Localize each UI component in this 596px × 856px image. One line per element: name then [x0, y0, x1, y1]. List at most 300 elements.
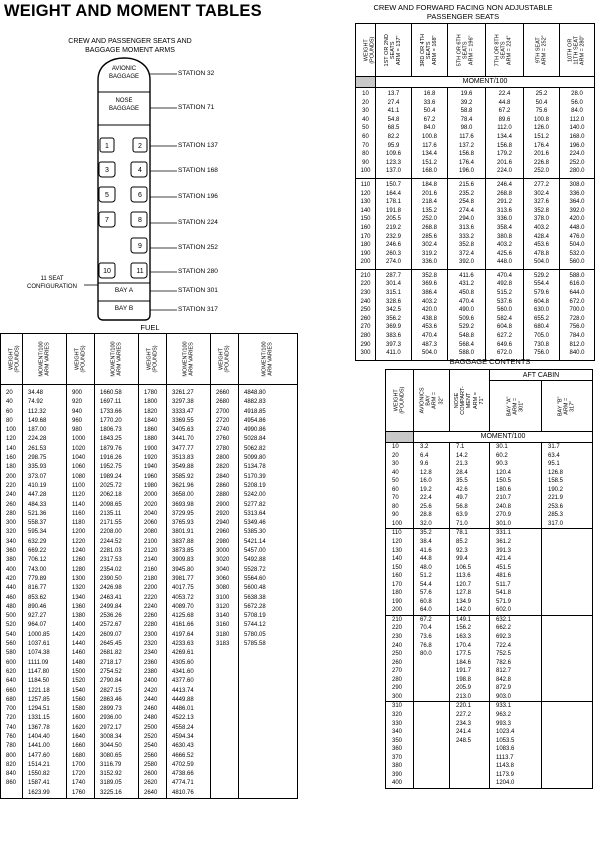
- fuel-moment-cell: 1660.58: [95, 385, 139, 399]
- baggage-avionics-cell: [414, 720, 450, 729]
- fuel-moment-cell: 5672.28: [239, 603, 298, 612]
- fuel-moment-cell: 3152.92: [95, 770, 139, 779]
- fuel-moment-cell: [239, 789, 298, 799]
- fuel-moment-cell: 595.34: [23, 528, 67, 537]
- baggage-bay-b-cell: [542, 547, 593, 556]
- crew-moment-cell: 352.8: [412, 269, 448, 280]
- crew-table-row: [356, 269, 595, 280]
- crew-table-row: [356, 306, 595, 315]
- crew-weight-cell: 110: [356, 178, 376, 189]
- fuel-table-row: [1, 687, 298, 696]
- fuel-table-row: [1, 547, 298, 556]
- crew-moment-cell: 196.0: [560, 142, 595, 151]
- fuel-moment-cell: 5492.88: [239, 556, 298, 565]
- crew-table-row: [356, 207, 595, 216]
- crew-moment-cell: 672.0: [486, 349, 524, 360]
- baggage-bay-a-cell: 1053.5: [490, 737, 542, 746]
- fuel-moment-cell: 3945.80: [167, 566, 211, 575]
- fuel-weight-cell: 1400: [67, 621, 95, 630]
- fuel-moment-cell: 335.93: [23, 463, 67, 472]
- fuel-weight-cell: 1460: [67, 649, 95, 658]
- crew-moment-cell: 252.0: [560, 159, 595, 168]
- fuel-weight-cell: [211, 724, 239, 733]
- fuel-weight-cell: 660: [1, 687, 23, 696]
- crew-moment-cell: 372.4: [448, 250, 486, 259]
- crew-moment-cell: 137.0: [376, 167, 412, 178]
- baggage-table-row: [386, 564, 593, 573]
- fuel-moment-cell: 3693.98: [167, 501, 211, 510]
- fuel-weight-cell: 1200: [67, 528, 95, 537]
- crew-moment-cell: 840.0: [560, 349, 595, 360]
- baggage-bay-a-cell: 963.2: [490, 711, 542, 720]
- fuel-moment-cell: 5528.72: [239, 566, 298, 575]
- fuel-moment-cell: [239, 742, 298, 751]
- baggage-table-row: [386, 754, 593, 763]
- baggage-avionics-cell: 41.6: [414, 547, 450, 556]
- crew-moment-cell: 176.4: [448, 159, 486, 168]
- crew-moment-cell: 336.0: [486, 215, 524, 224]
- fuel-weight-cell: 3060: [211, 575, 239, 584]
- baggage-bay-b-cell: [542, 720, 593, 729]
- fuel-table-row: [1, 417, 298, 426]
- baggage-weight-cell: 90: [386, 511, 414, 520]
- fuel-table-row: [1, 714, 298, 723]
- crew-moment-cell: 420.0: [560, 215, 595, 224]
- fuel-moment-cell: 1037.61: [23, 640, 67, 649]
- fuel-moment-cell: 3008.34: [95, 733, 139, 742]
- baggage-weight-cell: 250: [386, 650, 414, 659]
- fuel-moment-cell: 3405.63: [167, 426, 211, 435]
- fuel-moment-cell: 4954.86: [239, 417, 298, 426]
- baggage-table-row: [386, 443, 593, 452]
- baggage-nose-cell: 14.2: [450, 452, 490, 461]
- baggage-avionics-cell: 51.2: [414, 572, 450, 581]
- baggage-avionics-cell: 70.4: [414, 624, 450, 633]
- fuel-weight-cell: 580: [1, 649, 23, 658]
- fuel-moment-cell: 3369.55: [167, 417, 211, 426]
- crew-moment-cell: 308.0: [560, 178, 595, 189]
- baggage-avionics-cell: 67.2: [414, 615, 450, 624]
- baggage-avionics-cell: [414, 771, 450, 780]
- baggage-table-row: [386, 659, 593, 668]
- fuel-moment-cell: 3549.88: [167, 463, 211, 472]
- crew-moment-cell: 470.4: [412, 332, 448, 341]
- fuel-moment-cell: 4377.60: [167, 677, 211, 686]
- baggage-nose-cell: 71.0: [450, 520, 490, 529]
- fuel-moment-cell: 3333.47: [167, 408, 211, 417]
- crew-moment-cell: 134.4: [486, 133, 524, 142]
- baggage-table: [385, 369, 593, 789]
- baggage-bay-b-cell: [542, 754, 593, 763]
- fuel-weight-cell: 920: [67, 398, 95, 407]
- fuel-weight-cell: 3120: [211, 603, 239, 612]
- baggage-nose-cell: [450, 779, 490, 788]
- fuel-table-row: [1, 631, 298, 640]
- fuel-weight-cell: 1000: [67, 435, 95, 444]
- fuel-moment-cell: 410.19: [23, 482, 67, 491]
- fuel-moment-cell: 2098.65: [95, 501, 139, 510]
- baggage-nose-cell: 28.4: [450, 469, 490, 478]
- crew-table-row: [356, 116, 595, 125]
- baggage-bay-b-cell: [542, 779, 593, 788]
- crew-moment-cell: 226.8: [524, 159, 560, 168]
- fuel-weight-cell: 2040: [139, 510, 167, 519]
- fuel-table-row: [1, 677, 298, 686]
- fuel-weight-cell: 3040: [211, 566, 239, 575]
- fuel-weight-cell: 2340: [139, 649, 167, 658]
- crew-moment-cell: 328.6: [376, 298, 412, 307]
- crew-moment-cell: 364.0: [560, 198, 595, 207]
- fuel-moment-cell: 187.00: [23, 426, 67, 435]
- crew-moment-cell: 28.0: [560, 88, 595, 99]
- fuel-weight-cell: 2900: [211, 501, 239, 510]
- baggage-nose-cell: 7.1: [450, 443, 490, 452]
- crew-moment-cell: 812.0: [560, 341, 595, 350]
- fuel-moment-cell: [239, 779, 298, 788]
- fuel-table-row: [1, 454, 298, 463]
- baggage-bay-b-cell: [542, 581, 593, 590]
- fuel-weight-cell: [211, 659, 239, 668]
- fuel-weight-cell: 80: [1, 417, 23, 426]
- crew-moment-cell: 184.8: [412, 178, 448, 189]
- baggage-table-row: [386, 762, 593, 771]
- baggage-bay-b-cell: [542, 650, 593, 659]
- crew-moment-cell: 95.9: [376, 142, 412, 151]
- crew-moment-cell: 117.6: [412, 142, 448, 151]
- crew-moment-cell: 25.2: [524, 88, 560, 99]
- fuel-moment-cell: 964.07: [23, 621, 67, 630]
- fuel-moment-cell: 2645.45: [95, 640, 139, 649]
- fuel-moment-cell: 5349.46: [239, 519, 298, 528]
- fuel-weight-cell: 2840: [211, 473, 239, 482]
- crew-moment-cell: 369.6: [412, 280, 448, 289]
- crew-weight-cell: 30: [356, 107, 376, 116]
- crew-moment-cell: 254.8: [448, 198, 486, 207]
- fuel-weight-cell: [211, 668, 239, 677]
- fuel-weight-cell: 1780: [139, 385, 167, 399]
- fuel-moment-cell: 816.77: [23, 584, 67, 593]
- crew-moment-cell: 397.3: [376, 341, 412, 350]
- baggage-weight-cell: 130: [386, 547, 414, 556]
- fuel-weight-cell: 2680: [211, 398, 239, 407]
- fuel-moment-cell: 4666.52: [167, 752, 211, 761]
- seat-number: 1: [105, 143, 109, 150]
- baggage-nose-cell: 106.5: [450, 564, 490, 573]
- baggage-bay-a-cell: 722.4: [490, 642, 542, 651]
- crew-weight-cell: 120: [356, 190, 376, 199]
- fuel-weight-cell: 2220: [139, 594, 167, 603]
- fuel-weight-cell: 440: [1, 584, 23, 593]
- fuel-weight-cell: [1, 789, 23, 799]
- crew-moment-cell: 196.0: [448, 167, 486, 178]
- fuel-moment-cell: 779.89: [23, 575, 67, 584]
- crew-moment-cell: 705.0: [524, 332, 560, 341]
- fuel-weight-cell: 2080: [139, 528, 167, 537]
- station-label: STATION 71: [178, 104, 215, 111]
- crew-table-row: [356, 280, 595, 289]
- baggage-bay-a-cell: 872.9: [490, 684, 542, 693]
- fuel-weight-cell: 2740: [211, 426, 239, 435]
- fuel-weight-cell: 1600: [67, 714, 95, 723]
- fuel-weight-cell: 820: [1, 761, 23, 770]
- crew-moment-cell: 431.2: [448, 280, 486, 289]
- fuel-moment-cell: 1514.21: [23, 761, 67, 770]
- crew-moment-cell: 89.6: [486, 116, 524, 125]
- fuel-weight-cell: 300: [1, 519, 23, 528]
- fuel-moment-cell: 2025.72: [95, 482, 139, 491]
- fuel-moment-cell: 5600.48: [239, 584, 298, 593]
- crew-moment-cell: 487.3: [412, 341, 448, 350]
- fuel-moment-cell: [239, 696, 298, 705]
- fuel-moment-cell: 2718.17: [95, 659, 139, 668]
- crew-moment-cell: 560.0: [560, 258, 595, 269]
- baggage-avionics-cell: 54.4: [414, 581, 450, 590]
- crew-moment-cell: 268.8: [486, 190, 524, 199]
- fuel-weight-cell: 1140: [67, 501, 95, 510]
- baggage-bay-b-cell: [542, 684, 593, 693]
- baggage-bay-a-cell: 361.2: [490, 538, 542, 547]
- baggage-nose-cell: 234.3: [450, 720, 490, 729]
- baggage-bay-b-cell: [542, 737, 593, 746]
- fuel-weight-cell: 1640: [67, 733, 95, 742]
- baggage-table-row: [386, 555, 593, 564]
- crew-weight-cell: 280: [356, 332, 376, 341]
- baggage-table-row: [386, 693, 593, 702]
- crew-moment-cell: 137.2: [448, 142, 486, 151]
- crew-moment-cell: 342.5: [376, 306, 412, 315]
- baggage-bay-b-cell: 190.2: [542, 486, 593, 495]
- fuel-moment-cell: 3477.77: [167, 445, 211, 454]
- crew-table-row: [356, 332, 595, 341]
- fuel-weight-cell: 700: [1, 705, 23, 714]
- crew-moment-cell: 403.2: [486, 241, 524, 250]
- crew-seat-header-text: 10TH OR 11TH SEAT ARM = 280": [567, 35, 587, 65]
- fuel-weight-cell: 2260: [139, 612, 167, 621]
- fuel-weight-cell: 2700: [211, 408, 239, 417]
- fuel-table-row: [1, 566, 298, 575]
- crew-moment-cell: 246.4: [486, 178, 524, 189]
- baggage-weight-cell: 60: [386, 486, 414, 495]
- crew-weight-cell: 240: [356, 298, 376, 307]
- crew-moment-cell: 67.2: [486, 107, 524, 116]
- fuel-weight-cell: 1540: [67, 687, 95, 696]
- crew-moment-cell: 313.6: [448, 224, 486, 233]
- baggage-bay-a-cell: 180.6: [490, 486, 542, 495]
- baggage-avionics-cell: 64.0: [414, 606, 450, 615]
- fuel-moment-cell: 484.33: [23, 501, 67, 510]
- crew-weight-cell: 90: [356, 159, 376, 168]
- baggage-bay-b-cell: [542, 529, 593, 538]
- crew-moment-cell: 784.0: [560, 332, 595, 341]
- crew-moment-cell: 112.0: [560, 116, 595, 125]
- fuel-weight-cell: [211, 789, 239, 799]
- baggage-avionics-header: [414, 370, 450, 432]
- crew-moment-cell: 287.7: [376, 269, 412, 280]
- crew-moment-cell: 313.6: [486, 207, 524, 216]
- fuel-weight-cell: 1880: [139, 435, 167, 444]
- fuel-moment-cell: 5785.58: [239, 640, 298, 649]
- fuel-weight-cell: 2660: [211, 385, 239, 399]
- fuel-weight-cell: 1320: [67, 584, 95, 593]
- baggage-bay-a-cell: 692.3: [490, 633, 542, 642]
- fuel-table-row: [1, 649, 298, 658]
- fuel-moment-cell: 4053.72: [167, 594, 211, 603]
- fuel-weight-cell: 2240: [139, 603, 167, 612]
- fuel-moment-cell: 2062.18: [95, 491, 139, 500]
- fuel-weight-cell: 740: [1, 724, 23, 733]
- crew-moment-cell: 33.6: [412, 99, 448, 108]
- fuel-weight-cell: 2380: [139, 668, 167, 677]
- fuel-weight-cell: 200: [1, 473, 23, 482]
- baggage-bay-a-cell: 1204.0: [490, 779, 542, 788]
- seats: [99, 138, 147, 278]
- baggage-avionics-cell: [414, 684, 450, 693]
- crew-moment-cell: 58.8: [448, 107, 486, 116]
- crew-moment-cell: 403.2: [412, 298, 448, 307]
- crew-moment-cell: 44.8: [486, 99, 524, 108]
- station-label: STATION 196: [178, 193, 218, 200]
- fuel-moment-cell: 5242.00: [239, 491, 298, 500]
- fuel-moment-cell: 5313.64: [239, 510, 298, 519]
- baggage-avionics-cell: 25.6: [414, 503, 450, 512]
- avionic-baggage-label: AVIONIC BAGGAGE: [108, 66, 139, 80]
- crew-moment-cell: 490.0: [448, 306, 486, 315]
- crew-moment-cell: 150.7: [376, 178, 412, 189]
- fuel-moment-cell: 1441.00: [23, 742, 67, 751]
- crew-weight-cell: 210: [356, 269, 376, 280]
- fuel-weight-cell: 2940: [211, 519, 239, 528]
- crew-weight-cell: 80: [356, 150, 376, 159]
- fuel-weight-cell: 1680: [67, 752, 95, 761]
- crew-weight-cell: 250: [356, 306, 376, 315]
- fuel-moment-cell: 112.32: [23, 408, 67, 417]
- fuel-table-row: [1, 742, 298, 751]
- station-label: STATION 252: [178, 244, 218, 251]
- fuel-moment-cell: 5028.84: [239, 435, 298, 444]
- baggage-avionics-cell: 16.0: [414, 477, 450, 486]
- baggage-avionics-cell: 57.6: [414, 589, 450, 598]
- fuel-weight-cell: 1280: [67, 566, 95, 575]
- crew-moment-cell: 630.0: [524, 306, 560, 315]
- baggage-avionics-cell: 12.8: [414, 469, 450, 478]
- crew-moment-cell: 156.8: [486, 142, 524, 151]
- fuel-weight-cell: 2640: [139, 789, 167, 799]
- crew-seat-header-text: 3RD OR 4TH SEATS ARM = 168": [420, 33, 439, 67]
- fuel-moment-cell: 3729.95: [167, 510, 211, 519]
- crew-moment-cell: 453.6: [412, 323, 448, 332]
- fuel-weight-cell: 1020: [67, 445, 95, 454]
- fuel-weight-cell: 2800: [211, 454, 239, 463]
- fuel-weight-cell: 120: [1, 435, 23, 444]
- fuel-weight-cell: 2000: [139, 491, 167, 500]
- crew-moment-cell: 98.0: [448, 124, 486, 133]
- crew-weight-header-text: WEIGHT (POUNDS): [363, 36, 376, 64]
- fuel-weight-cell: 2620: [139, 779, 167, 788]
- baggage-weight-header-text: WEIGHT (POUNDS): [393, 386, 406, 415]
- fuel-moment-cell: 1184.50: [23, 677, 67, 686]
- crew-moment-cell: 680.4: [524, 323, 560, 332]
- fuel-moment-cell: 4990.86: [239, 426, 298, 435]
- baggage-bay-a-cell: 571.9: [490, 598, 542, 607]
- crew-seat-header-text: 7TH OR 8TH SEATS ARM = 224": [495, 33, 514, 67]
- baggage-avionics-cell: [414, 762, 450, 771]
- crew-moment-cell: 178.1: [376, 198, 412, 207]
- fuel-weight-cell: 800: [1, 752, 23, 761]
- crew-moment-cell: 219.2: [376, 224, 412, 233]
- crew-moment-cell: 164.4: [376, 190, 412, 199]
- fuel-table-row: [1, 445, 298, 454]
- crew-moment-cell: 515.2: [486, 289, 524, 298]
- fuel-moment-cell: 853.62: [23, 594, 67, 603]
- fuel-weight-cell: 2420: [139, 687, 167, 696]
- crew-weight-cell: 290: [356, 341, 376, 350]
- crew-table-row: [356, 99, 595, 108]
- fuel-weight-cell: 1500: [67, 668, 95, 677]
- crew-moment-cell: 644.0: [560, 289, 595, 298]
- crew-moment-cell: 504.0: [560, 241, 595, 250]
- crew-seat-header: [524, 24, 560, 77]
- crew-table-row: [356, 159, 595, 168]
- baggage-bay-b-cell: 285.3: [542, 511, 593, 520]
- baggage-bay-b-cell: 126.8: [542, 469, 593, 478]
- fuel-weight-cell: 1180: [67, 519, 95, 528]
- fuel-weight-cell: 1580: [67, 705, 95, 714]
- fuel-moment-cell: 1623.99: [23, 789, 67, 799]
- crew-table-row: [356, 341, 595, 350]
- fuel-moment-cell: 2899.73: [95, 705, 139, 714]
- baggage-table-row: [386, 520, 593, 529]
- fuel-moment-cell: 3513.83: [167, 454, 211, 463]
- fuel-moment-cell: 4161.66: [167, 621, 211, 630]
- crew-moment-cell: 649.6: [486, 341, 524, 350]
- baggage-moment-label: MOMENT/100: [414, 432, 593, 443]
- baggage-bay-a-header: [490, 381, 542, 432]
- fuel-weight-cell: 1300: [67, 575, 95, 584]
- fuel-moment-cell: 4486.01: [167, 705, 211, 714]
- crew-moment-cell: 27.4: [376, 99, 412, 108]
- baggage-weight-cell: 300: [386, 693, 414, 702]
- fuel-moment-cell: 3801.91: [167, 528, 211, 537]
- baggage-table-row: [386, 702, 593, 711]
- baggage-table-row: [386, 606, 593, 615]
- fuel-table-row: [1, 501, 298, 510]
- fuel-weight-cell: [211, 677, 239, 686]
- crew-moment-cell: 205.5: [376, 215, 412, 224]
- crew-moment-cell: 554.4: [524, 280, 560, 289]
- fuel-moment-cell: 2317.53: [95, 556, 139, 565]
- baggage-table-row: [386, 642, 593, 651]
- fuel-moment-cell: 2426.98: [95, 584, 139, 593]
- fuel-moment-cell: 3297.38: [167, 398, 211, 407]
- fuel-weight-cell: 3180: [211, 631, 239, 640]
- fuel-weight-cell: 520: [1, 621, 23, 630]
- crew-moment-cell: 156.8: [448, 150, 486, 159]
- baggage-weight-cell: 360: [386, 745, 414, 754]
- baggage-nose-cell: [450, 771, 490, 780]
- baggage-weight-cell: 380: [386, 762, 414, 771]
- fuel-moment-header-text: MOMENT/100 ARM VARIES: [110, 341, 123, 377]
- fuel-moment-cell: [239, 659, 298, 668]
- baggage-nose-cell: 156.2: [450, 624, 490, 633]
- fuel-weight-cell: 1560: [67, 696, 95, 705]
- fuel-weight-cell: 540: [1, 631, 23, 640]
- fuel-moment-cell: 5638.38: [239, 594, 298, 603]
- fuel-weight-cell: 1360: [67, 603, 95, 612]
- fuel-table-row: [1, 473, 298, 482]
- crew-moment-cell: 260.3: [376, 250, 412, 259]
- crew-moment-cell: 280.0: [560, 167, 595, 178]
- crew-weight-header: [356, 24, 376, 77]
